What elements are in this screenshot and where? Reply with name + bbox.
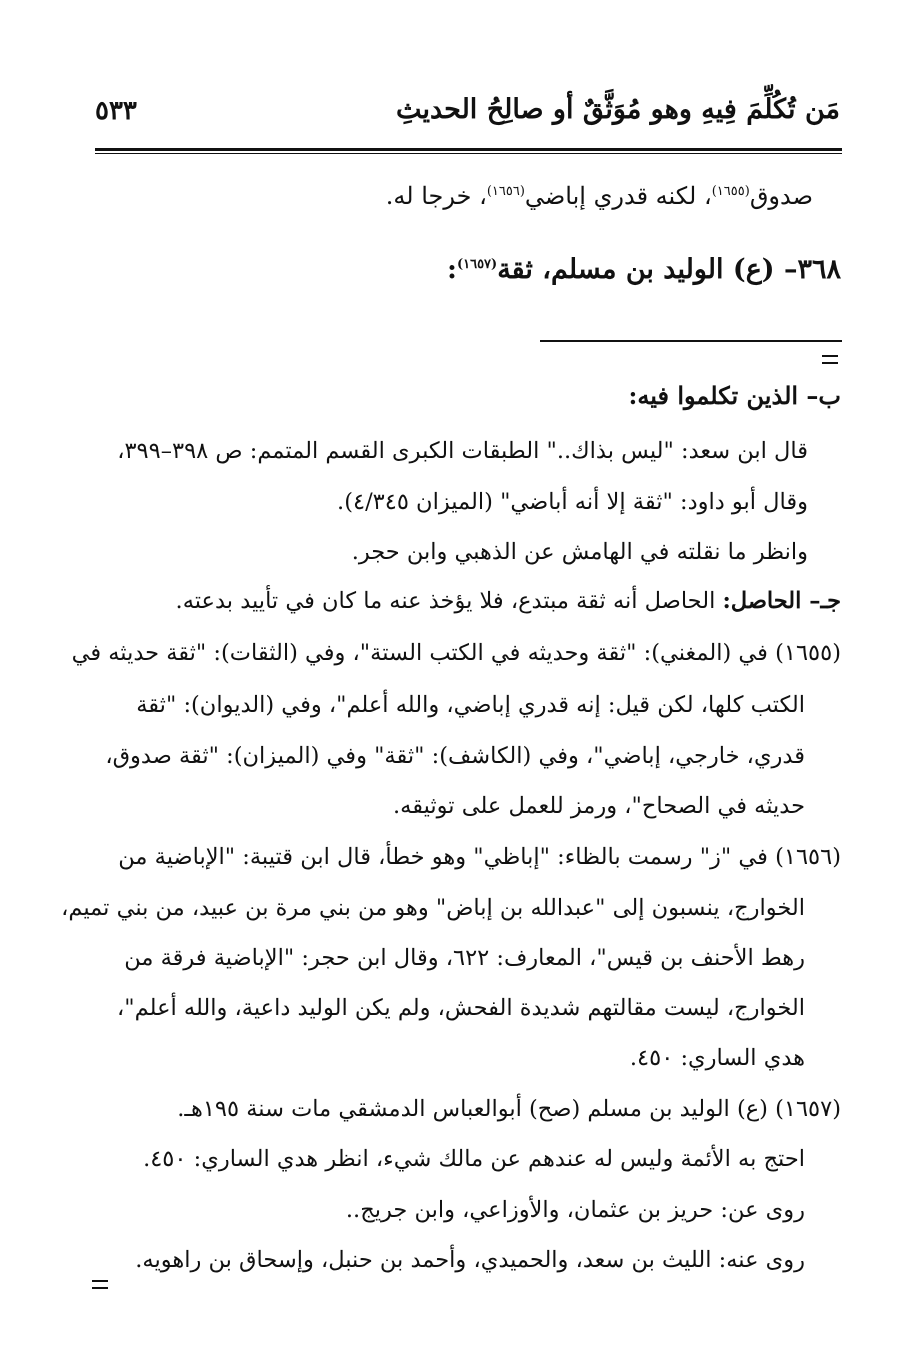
footnote-ref-1656[interactable]: (١٦٥٦) [486, 184, 525, 199]
footnote-1655-line: (١٦٥٥) في (المغني): "ثقة وحديثه في الكتب الستة"، وفي (الثقات): "ثقة حديثه في [71, 640, 841, 666]
body-line-1 [386, 184, 813, 208]
header-rule-thin [95, 153, 842, 154]
narrator-entry-368 [447, 256, 841, 283]
footnote-1655-line: الكتب كلها، لكن قيل: إنه قدري إباضي، والله أعلم"، وفي (الديوان): "ثقة [136, 692, 805, 718]
text-kharraja: ، خرجا له. [385, 182, 487, 210]
footnote-separator [540, 340, 842, 342]
section-c-label: جـ– الحاصل: [722, 588, 841, 614]
continuation-mark [822, 355, 838, 364]
page-number: ٥٣٣ [95, 96, 137, 126]
footnote-1656-line: هدي الساري: ٤٥٠. [629, 1045, 805, 1071]
section-b-heading: ب– الذين تكلموا فيه: [628, 381, 841, 410]
footnote-1657-line: (١٦٥٧) (ع) الوليد بن مسلم (صح) أبوالعباس الدمشقي مات سنة ١٩٥هـ. [177, 1096, 841, 1122]
footnote-1657-line: روى عن: حريز بن عثمان، والأوزاعي، وابن جريج.. [345, 1197, 805, 1223]
header-rule-thick [95, 148, 842, 151]
footnote-ref-1655[interactable]: (١٦٥٥) [711, 184, 750, 199]
section-b-line: وقال أبو داود: "ثقة إلا أنه أباضي" (الميزان ٤/٣٤٥). [337, 489, 808, 515]
entry-heading: ٣٦٨– (ع) الوليد بن مسلم، ثقة [497, 254, 841, 285]
section-b-line: قال ابن سعد: "ليس بذاك.." الطبقات الكبرى القسم المتمم: ص ٣٩٨–٣٩٩، [117, 438, 808, 464]
section-c-text: الحاصل أنه ثقة مبتدع، فلا يؤخذ عنه ما كان في تأييد بدعته. [175, 588, 723, 614]
section-c-line [176, 590, 841, 613]
footnote-1656-line: (١٦٥٦) في "ز" رسمت بالظاء: "إباظي" وهو خطأ، قال ابن قتيبة: "الإباضية من [118, 844, 841, 870]
footnote-1656-line: رهط الأحنف بن قيس"، المعارف: ٦٢٢، وقال ابن حجر: "الإباضية فرقة من [124, 945, 805, 971]
footnote-1655-line: قدري، خارجي، إباضي"، وفي (الكاشف): "ثقة" وفي (الميزان): "ثقة صدوق، [105, 743, 805, 769]
running-header [95, 92, 840, 138]
footnote-ref-1657[interactable]: (١٦٥٧) [456, 257, 498, 272]
text-qadari: ، لكنه قدري إباضي [524, 182, 712, 210]
footnote-1655-line: حديثه في الصحاح"، ورمز للعمل على توثيقه. [393, 793, 805, 819]
running-title: مَن تُكُلِّمَ فِيهِ وهو مُوَثَّقٌ أو صالِحُ الحديثِ [395, 94, 840, 125]
footnote-1656-line: الخوارج، ليست مقالتهم شديدة الفحش، ولم يكن الوليد داعية، والله أعلم"، [117, 995, 805, 1021]
footnote-1657-line: احتج به الأئمة وليس له عندهم عن مالك شيء، انظر هدي الساري: ٤٥٠. [143, 1146, 805, 1172]
entry-colon: : [446, 254, 457, 285]
footnote-1656-line: الخوارج، ينسبون إلى "عبدالله بن إباض" وهو من بني مرة بن عبيد، من بني تميم، [61, 895, 805, 921]
text-saduq: صدوق [749, 182, 813, 210]
continuation-mark-bottom [92, 1280, 108, 1289]
footnote-1657-line: روى عنه: الليث بن سعد، والحميدي، وأحمد بن حنبل، وإسحاق بن راهويه. [135, 1247, 805, 1273]
section-b-line: وانظر ما نقلته في الهامش عن الذهبي وابن حجر. [351, 539, 808, 565]
